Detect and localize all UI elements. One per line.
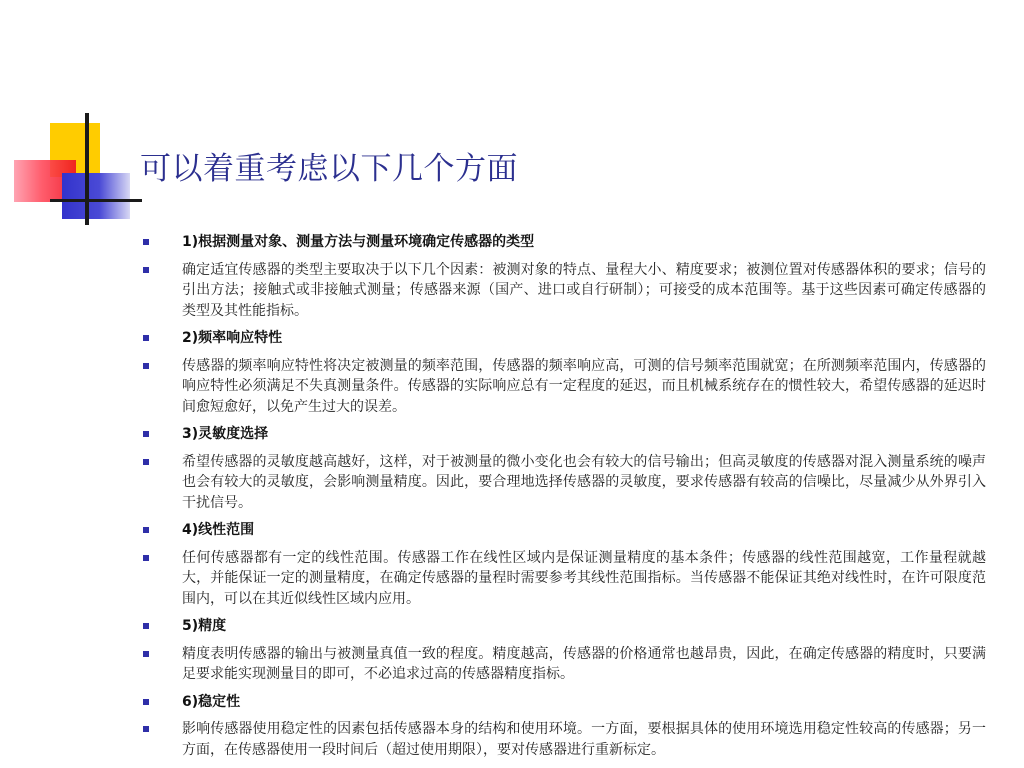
body-paragraph bbox=[140, 356, 986, 418]
body-paragraph bbox=[140, 452, 986, 514]
paragraph-text: 影响传感器使用稳定性的因素包括传感器本身的结构和使用环境。一方面，要根据具体的使用环境选用稳定性较高的传感器；另一方面，在传感器使用一段时间后（超过使用期限），要对传感器进行重新标定。 bbox=[182, 721, 986, 758]
square-bullet-icon bbox=[143, 623, 149, 629]
square-bullet-icon bbox=[143, 555, 149, 561]
square-bullet-icon bbox=[143, 527, 149, 533]
square-bullet-icon bbox=[143, 726, 149, 732]
section-heading bbox=[140, 616, 986, 637]
paragraph-text: 精度表明传感器的输出与被测量真值一致的程度。精度越高，传感器的价格通常也越昂贵，因此，在确定传感器的精度时，只要满足要求能实现测量目的即可，不必追求过高的传感器精度指标。 bbox=[182, 645, 986, 682]
body-paragraph bbox=[140, 644, 986, 685]
horizontal-line bbox=[50, 199, 142, 202]
heading-text: 5)精度 bbox=[182, 618, 227, 634]
square-bullet-icon bbox=[143, 651, 149, 657]
body-paragraph bbox=[140, 719, 986, 760]
paragraph-text: 希望传感器的灵敏度越高越好，这样，对于被测量的微小变化也会有较大的信号输出；但高灵敏度的传感器对混入测量系统的噪声也会有较大的灵敏度，会影响测量精度。因此，要合理地选择传感器的灵敏度，要求传感器有较高的信噪比，尽量减少从外界引入干扰信号。 bbox=[182, 453, 986, 511]
body-paragraph bbox=[140, 548, 986, 610]
paragraph-text: 确定适宜传感器的类型主要取决于以下几个因素：被测对象的特点、量程大小、精度要求；被测位置对传感器体积的要求；信号的引出方法；接触式或非接触式测量；传感器来源（国产、进口或自行研制）；可接受的成本范围等。基于这些因素可确定传感器的类型及其性能指标。 bbox=[182, 261, 986, 319]
square-bullet-icon bbox=[143, 459, 149, 465]
section-heading bbox=[140, 520, 986, 541]
section-heading bbox=[140, 424, 986, 445]
section-heading bbox=[140, 232, 986, 253]
blue-square bbox=[62, 173, 130, 219]
heading-text: 2)频率响应特性 bbox=[182, 330, 283, 346]
bullet-list bbox=[140, 232, 986, 767]
section-heading bbox=[140, 328, 986, 349]
heading-text: 3)灵敏度选择 bbox=[182, 426, 269, 442]
square-bullet-icon bbox=[143, 267, 149, 273]
slide-logo-decoration bbox=[0, 0, 140, 240]
square-bullet-icon bbox=[143, 699, 149, 705]
paragraph-text: 任何传感器都有一定的线性范围。传感器工作在线性区域内是保证测量精度的基本条件；传感器的线性范围越宽，工作量程就越大，并能保证一定的测量精度，在确定传感器的量程时需要参考其线性范围指标。当传感器不能保证其绝对线性时，在许可限度范围内，可以在其近似线性区域内应用。 bbox=[182, 549, 986, 607]
paragraph-text: 传感器的频率响应特性将决定被测量的频率范围，传感器的频率响应高，可测的信号频率范围就宽；在所测频率范围内，传感器的响应特性必须满足不失真测量条件。传感器的实际响应总有一定程度的延迟，而且机械系统存在的惯性较大，希望传感器的延迟时间愈短愈好，以免产生过大的误差。 bbox=[182, 357, 986, 415]
square-bullet-icon bbox=[143, 363, 149, 369]
heading-text: 1)根据测量对象、测量方法与测量环境确定传感器的类型 bbox=[182, 234, 535, 250]
square-bullet-icon bbox=[143, 239, 149, 245]
slide-title: 可以着重考虑以下几个方面 bbox=[140, 151, 518, 187]
square-bullet-icon bbox=[143, 431, 149, 437]
body-paragraph bbox=[140, 260, 986, 322]
square-bullet-icon bbox=[143, 335, 149, 341]
heading-text: 4)线性范围 bbox=[182, 522, 255, 538]
heading-text: 6)稳定性 bbox=[182, 693, 241, 710]
vertical-line bbox=[85, 113, 89, 225]
section-heading bbox=[140, 692, 986, 713]
